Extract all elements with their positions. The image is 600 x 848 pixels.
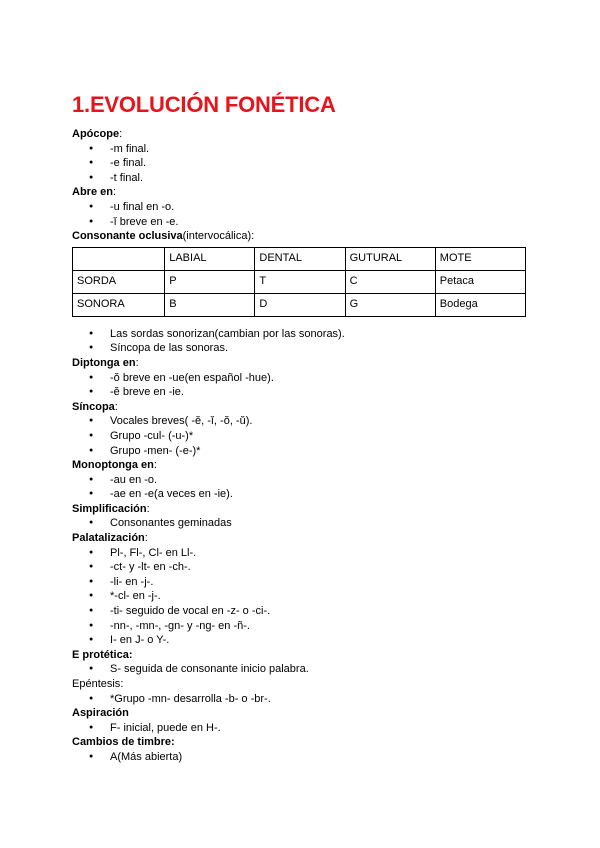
table-cell: D — [255, 293, 345, 316]
section-heading: Monoptonga en — [72, 459, 154, 472]
list-item: ● -au en -o. — [72, 473, 532, 488]
section-heading: Apócope — [72, 128, 120, 140]
table-cell — [73, 247, 165, 270]
consonant-table — [72, 247, 526, 317]
table-cell: T — [255, 270, 345, 293]
table-cell: Bodega — [435, 293, 525, 316]
section-palatalizacion: Palatalización: ● Pl-, Fl-, Cl- en Ll-. ● -ct- y -lt- en -ch-. ● -li- en -j-. ● *-cl- en -j-. ● -ti- seguido de vocal en -z- o -ci-. ● -nn-, -mn-, -gn- y -ng- en -ñ-. ● I- en J- o Y-. — [72, 531, 532, 648]
bullet-list — [72, 721, 532, 736]
section-heading: Abre en — [72, 186, 113, 199]
list-item: ● -ae en -e(a veces en -ie). — [72, 487, 532, 502]
list-item: ● -t final. — [72, 171, 532, 186]
section-diptonga: Diptonga en: ● -ŏ breve en -ue(en español -hue). ● -ĕ breve en -ie. — [72, 356, 532, 400]
section-heading: Epéntesis — [72, 678, 121, 690]
table-row — [73, 270, 526, 293]
document-page — [72, 92, 532, 765]
section-heading: Diptonga en — [72, 356, 136, 369]
section-monoptonga: Monoptonga en: ● -au en -o. ● -ae en -e(a veces en -ie). — [72, 458, 532, 502]
bullet-list — [72, 662, 532, 677]
list-item: ● -ct- y -lt- en -ch-. — [72, 560, 532, 575]
bullet-list — [72, 371, 532, 400]
section-sincopa: Síncopa: ● Vocales breves( -ĕ, -ĭ, -ŏ, -ŭ). ● Grupo -cul- (-u-)* ● Grupo -men- (-e-)* — [72, 400, 532, 458]
list-item: ● Grupo -men- (-e-)* — [72, 444, 532, 459]
bullet-list — [72, 200, 532, 229]
table-row — [73, 293, 526, 316]
list-item: ● -m final. — [72, 142, 532, 157]
bullet-list — [72, 692, 532, 707]
table-cell: GUTURAL — [345, 247, 435, 270]
list-item: ● -u final en -o. — [72, 200, 532, 215]
bullet-list — [72, 516, 532, 531]
section-abre: Abre en: ● -u final en -o. ● -ĭ breve en -e. — [72, 185, 532, 229]
section-simplificacion: Simplificación: ● Consonantes geminadas — [72, 502, 532, 531]
list-item: ● Grupo -cul- (-u-)* — [72, 429, 532, 444]
table-cell: SONORA — [73, 293, 165, 316]
section-protetica — [72, 648, 532, 677]
section-heading: Consonante oclusiva — [72, 230, 183, 243]
list-item: ● F- inicial, puede en H-. — [72, 721, 532, 736]
list-item: ● -li- en -j-. — [72, 575, 532, 590]
bullet-list — [72, 414, 532, 458]
list-item: ● -ĭ breve en -e. — [72, 215, 532, 230]
page-title: 1.EVOLUCIÓN FONÉTICA — [72, 92, 336, 117]
list-item: ● -e final. — [72, 156, 532, 171]
list-item: ● Síncopa de las sonoras. — [72, 341, 532, 356]
section-heading: E protética: — [72, 648, 133, 661]
list-item: ● *Grupo -mn- desarrolla -b- o -br-. — [72, 692, 532, 707]
list-item: ● -ŏ breve en -ue(en español -hue). — [72, 371, 532, 386]
section-oclusiva: Consonante oclusiva(intervocálica): LABIAL DENTAL GUTURAL MOTE SORDA P T C Petaca SONORA B D G Bodega ● Las sordas sonorizan(cambian por las sonoras). ● Síncopa de las sonoras. — [72, 229, 532, 356]
list-item: ● -ti- seguido de vocal en -z- o -ci-. — [72, 604, 532, 619]
list-item: ● *-cl- en -j-. — [72, 589, 532, 604]
table-cell: P — [165, 270, 255, 293]
list-item: ● Pl-, Fl-, Cl- en Ll-. — [72, 546, 532, 561]
list-item: ● -nn-, -mn-, -gn- y -ng- en -ñ-. — [72, 619, 532, 634]
list-item: ● Consonantes geminadas — [72, 516, 532, 531]
section-heading: Cambios de timbre: — [72, 736, 175, 749]
section-epentesis: Epéntesis: ● *Grupo -mn- desarrolla -b- o -br-. — [72, 677, 532, 706]
list-item: ● -ĕ breve en -ie. — [72, 385, 532, 400]
table-cell: C — [345, 270, 435, 293]
list-item: ● A(Más abierta) — [72, 750, 532, 765]
table-cell: LABIAL — [165, 247, 255, 270]
section-heading: Aspiración — [72, 707, 129, 720]
bullet-list — [72, 750, 532, 765]
table-header-row — [73, 247, 526, 270]
section-heading: Simplificación — [72, 502, 147, 515]
section-heading: Palatalización — [72, 532, 145, 545]
table-cell: G — [345, 293, 435, 316]
section-heading: Síncopa — [72, 400, 115, 413]
list-item: ● I- en J- o Y-. — [72, 633, 532, 648]
bullet-list — [72, 327, 532, 356]
bullet-list — [72, 546, 532, 648]
table-cell: B — [165, 293, 255, 316]
list-item: ● S- seguida de consonante inicio palabra. — [72, 662, 532, 677]
table-cell: SORDA — [73, 270, 165, 293]
list-item: ● Las sordas sonorizan(cambian por las sonoras). — [72, 327, 532, 342]
bullet-list — [72, 473, 532, 502]
table-cell: MOTE — [435, 247, 525, 270]
table-cell: Petaca — [435, 270, 525, 293]
section-aspiracion — [72, 706, 532, 735]
bullet-list — [72, 142, 532, 186]
section-apocope: Apócope: ● -m final. ● -e final. ● -t final. — [72, 127, 532, 185]
table-cell: DENTAL — [255, 247, 345, 270]
section-timbre — [72, 735, 532, 764]
list-item: ● Vocales breves( -ĕ, -ĭ, -ŏ, -ŭ). — [72, 414, 532, 429]
